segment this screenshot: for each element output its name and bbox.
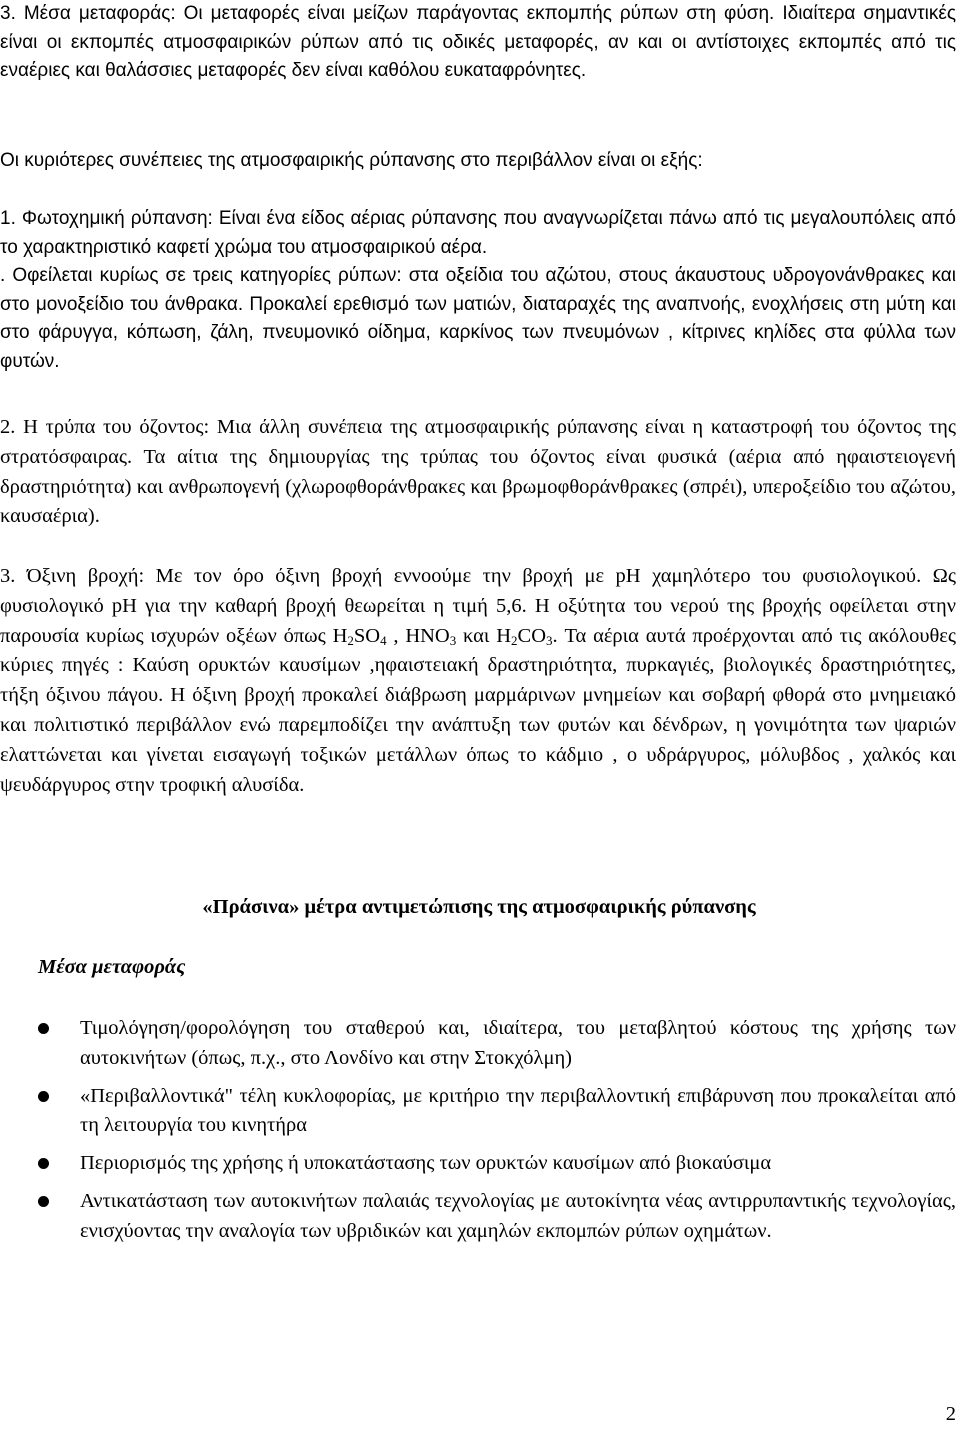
formula-separator: ,: [386, 624, 406, 647]
intro-text: 3. Μέσα μεταφοράς: Οι μεταφορές είναι μείζων παράγοντας εκπομπής ρύπων στη φύση. Ιδιαίτερα σημαντικές είναι οι εκπομπές ατμοσφαιρικών ρύπων από τις οδικές μεταφορές, αν και οι αντίστοιχες εκπομπές από τις εναέριες και θαλάσσιες μεταφορές δεν είναι καθόλου ευκαταφρόνητες.: [0, 3, 956, 81]
transport-subheading-text: Μέσα μεταφοράς: [38, 956, 186, 978]
consequences-intro-text: Οι κυριότερες συνέπειες της ατμοσφαιρικής ρύπανσης στο περιβάλλον είναι οι εξής:: [0, 150, 703, 171]
transport-subheading: [38, 953, 185, 983]
item-acid-rain: [0, 562, 956, 800]
green-measures-heading-text: «Πράσινα» μέτρα αντιμετώπισης της ατμοσφαιρικής ρύπανσης: [202, 896, 756, 918]
item1-text-a: 1. Φωτοχημική ρύπανση: Είναι ένα είδος αέριας ρύπανσης που αναγνωρίζεται πάνω από τις μεγαλουπόλεις από το χαρακτηριστικό καφετί χρώμα του ατμοσφαιρικού αέρα.: [0, 208, 956, 258]
formula-carbonic-acid: $H_2CO_3$: [496, 624, 553, 648]
list-item: [0, 1187, 956, 1247]
formula-sulfuric-acid: $H_2SO_4$: [332, 624, 387, 648]
item2-text: 2. Η τρύπα του όζοντος: Μια άλλη συνέπεια της ατμοσφαιρικής ρύπανσης είναι η καταστροφή του όζοντος της στρατόσφαιρας. Τα αίτια της δημιουργίας της τρύπας του όζοντος είναι φυσικά (αέρια από ηφαιστειογενή δραστηριότητα) και ανθρωπογενή (χλωροφθοράνθρακες και βρωμοφθοράνθρακες (σπρέι), υπεροξείδιο του αζώτου, καυσαέρια).: [0, 416, 956, 528]
item3-text-b: . Τα αέρια αυτά προέρχονται από τις ακόλουθες κύριες πηγές : Καύση ορυκτών καυσίμων ,ηφαιστειακή δραστηριότητα, πυρκαγιές, βιολογικές δραστηριότητες, τήξη όξινου πάγου. Η όξινη βροχή προκαλεί διάβρωση μαρμάρινων μνημείων και σοβαρή φθορά στο μνημειακό και πολιτιστικό περιβάλλον ενώ παρεμποδίζει την ανάπτυξη των φυτών και δένδρων, η γονιμότητα των ψαριών ελαττώνεται και γίνεται εισαγωγή τοξικών μετάλλων όπως το κάδμιο , ο υδράργυρος, μόλυβδος , χαλκός και ψευδάργυρος στην τροφική αλυσίδα.: [0, 624, 957, 796]
bullet-icon: [38, 1091, 49, 1102]
list-item: [0, 1149, 956, 1179]
consequences-intro: [0, 147, 956, 176]
formula-conjunction: και: [456, 624, 497, 647]
item-ozone-hole: [0, 413, 956, 532]
list-item-text: Περιορισμός της χρήσης ή υποκατάστασης των ορυκτών καυσίμων από βιοκαύσιμα: [80, 1152, 772, 1175]
list-item: [0, 1082, 956, 1142]
list-item: [0, 1014, 956, 1074]
item3-text-a: 3. Όξινη βροχή: Με τον όρο όξινη βροχή εννοούμε την βροχή με pH χαμηλότερο του φυσιολογικού. Ως φυσιολογικό pH για την καθαρή βροχή θεωρείται η τιμή 5,6. Η οξύτητα του νερού της βροχής οφείλεται στην παρουσία κυρίως ισχυρών οξέων όπως: [0, 565, 956, 647]
list-item-text: Αντικατάσταση των αυτοκινήτων παλαιάς τεχνολογίας με αυτοκίνητα νέας αντιρρυπαντικής τεχνολογίας, ενισχύοντας την αναλογία των υβριδικών και χαμηλών εκπομπών ρύπων οχημάτων.: [80, 1189, 956, 1242]
list-item-text: Τιμολόγηση/φορολόγηση του σταθερού και, ιδιαίτερα, του μεταβλητού κόστους της χρήσης των αυτοκινήτων (όπως, π.χ., στο Λονδίνο και στην Στοκχόλμη): [80, 1017, 956, 1069]
measures-list: [0, 1014, 956, 1255]
bullet-icon: [38, 1196, 49, 1207]
item1-text-b: . Οφείλεται κυρίως σε τρεις κατηγορίες ρύπων: στα οξείδια του αζώτου, στους άκαυστους υδρογονάνθρακες και στο μονοξείδιο του άνθρακα. Προκαλεί ερεθισμό των ματιών, διαταραχές της αναπνοής, ενοχλήσεις στη μύτη και στο φάρυγγα, κόπωση, ζάλη, πνευμονικό οίδημα, καρκίνος των πνευμόνων , κίτρινες κηλίδες στα φύλλα των φυτών.: [0, 265, 956, 372]
item3-paragraph: [0, 562, 956, 800]
formula-nitric-acid: $HNO_3$: [405, 624, 457, 648]
item-photochemical-pollution: [0, 205, 956, 376]
bullet-icon: [38, 1023, 49, 1034]
intro-paragraph: [0, 0, 956, 86]
list-item-text: «Περιβαλλοντικά" τέλη κυκλοφορίας, με κριτήριο την περιβαλλοντική επιβάρυνση που προκαλείται από τη λειτουργία του κινητήρα: [80, 1084, 956, 1137]
green-measures-heading: [0, 893, 960, 923]
bullet-icon: [38, 1158, 49, 1169]
page-number: 2: [945, 1403, 956, 1425]
